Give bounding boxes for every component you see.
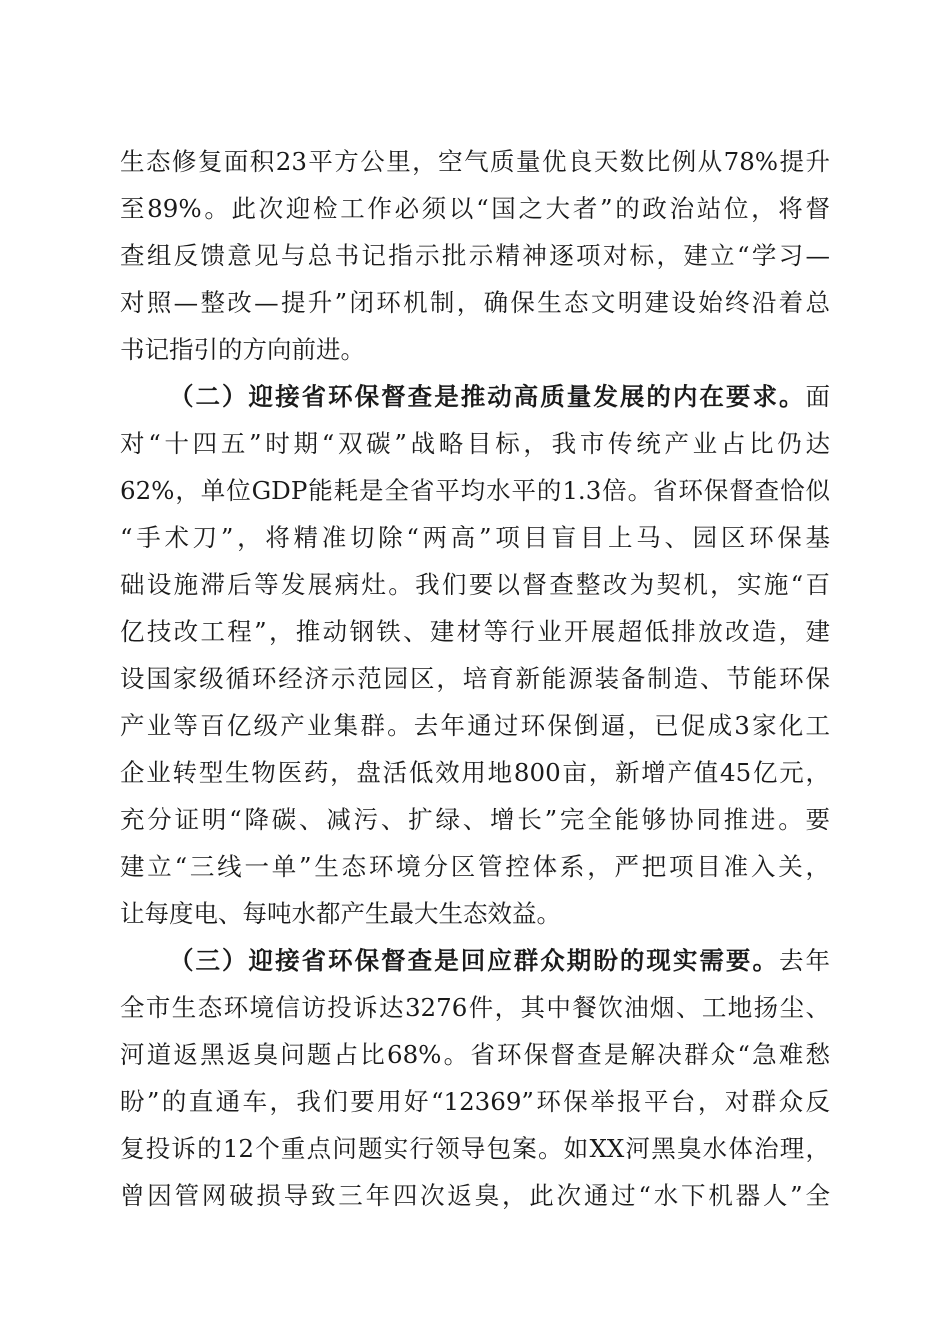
paragraph-3-line-5: 曾因管网破损导致三年四次返臭，此次通过“水下机器人”全	[120, 1181, 830, 1210]
paragraph-2-line-10: 建立“三线一单”生态环境分区管控体系，严把项目准入关，	[120, 852, 830, 881]
paragraph-1-line-1: 生态修复面积23平方公里，空气质量优良天数比例从78%提升	[120, 147, 830, 176]
paragraph-3-heading-line	[169, 944, 830, 978]
paragraph-1-line-3: 查组反馈意见与总书记指示批示精神逐项对标，建立“学习—	[120, 241, 830, 270]
paragraph-3-heading: （三）迎接省环保督查是回应群众期盼的现实需要。	[169, 946, 779, 975]
paragraph-1-line-2: 至89%。此次迎检工作必须以“国之大者”的政治站位，将督	[120, 194, 830, 223]
paragraph-2-line-9: 充分证明“降碳、减污、扩绿、增长”完全能够协同推进。要	[120, 805, 830, 834]
paragraph-2-line-8: 企业转型生物医药，盘活低效用地800亩，新增产值45亿元，	[120, 758, 830, 787]
paragraph-2-line-7: 产业等百亿级产业集群。去年通过环保倒逼，已促成3家化工	[120, 711, 830, 740]
paragraph-2-heading: （二）迎接省环保督查是推动高质量发展的内在要求。	[169, 382, 806, 411]
paragraph-2-line-1: 对“十四五”时期“双碳”战略目标，我市传统产业占比仍达	[120, 429, 830, 458]
paragraph-3-line-2: 河道返黑返臭问题占比68%。省环保督查是解决群众“急难愁	[120, 1040, 830, 1069]
paragraph-2-line-11: 让每度电、每吨水都产生最大生态效益。	[120, 899, 561, 928]
paragraph-2-heading-line	[169, 380, 830, 414]
paragraph-3-line-3: 盼”的直通车，我们要用好“12369”环保举报平台，对群众反	[120, 1087, 830, 1116]
paragraph-3-heading-tail: 去年	[778, 946, 831, 975]
paragraph-1-line-5: 书记指引的方向前进。	[120, 335, 365, 364]
paragraph-2-line-4: 础设施滞后等发展病灶。我们要以督查整改为契机，实施“百	[120, 570, 830, 599]
paragraph-3-line-4: 复投诉的12个重点问题实行领导包案。如XX河黑臭水体治理，	[120, 1134, 830, 1163]
paragraph-3-line-1: 全市生态环境信访投诉达3276件，其中餐饮油烟、工地扬尘、	[120, 993, 830, 1022]
paragraph-2-line-6: 设国家级循环经济示范园区，培育新能源装备制造、节能环保	[120, 664, 830, 693]
paragraph-2-heading-tail: 面	[805, 382, 830, 411]
paragraph-2-line-2: 62%，单位GDP能耗是全省平均水平的1.3倍。省环保督查恰似	[120, 476, 830, 505]
paragraph-2-line-3: “手术刀”，将精准切除“两高”项目盲目上马、园区环保基	[120, 523, 830, 552]
paragraph-1-line-4: 对照—整改—提升”闭环机制，确保生态文明建设始终沿着总	[120, 288, 830, 317]
paragraph-2-line-5: 亿技改工程”，推动钢铁、建材等行业开展超低排放改造，建	[120, 617, 830, 646]
